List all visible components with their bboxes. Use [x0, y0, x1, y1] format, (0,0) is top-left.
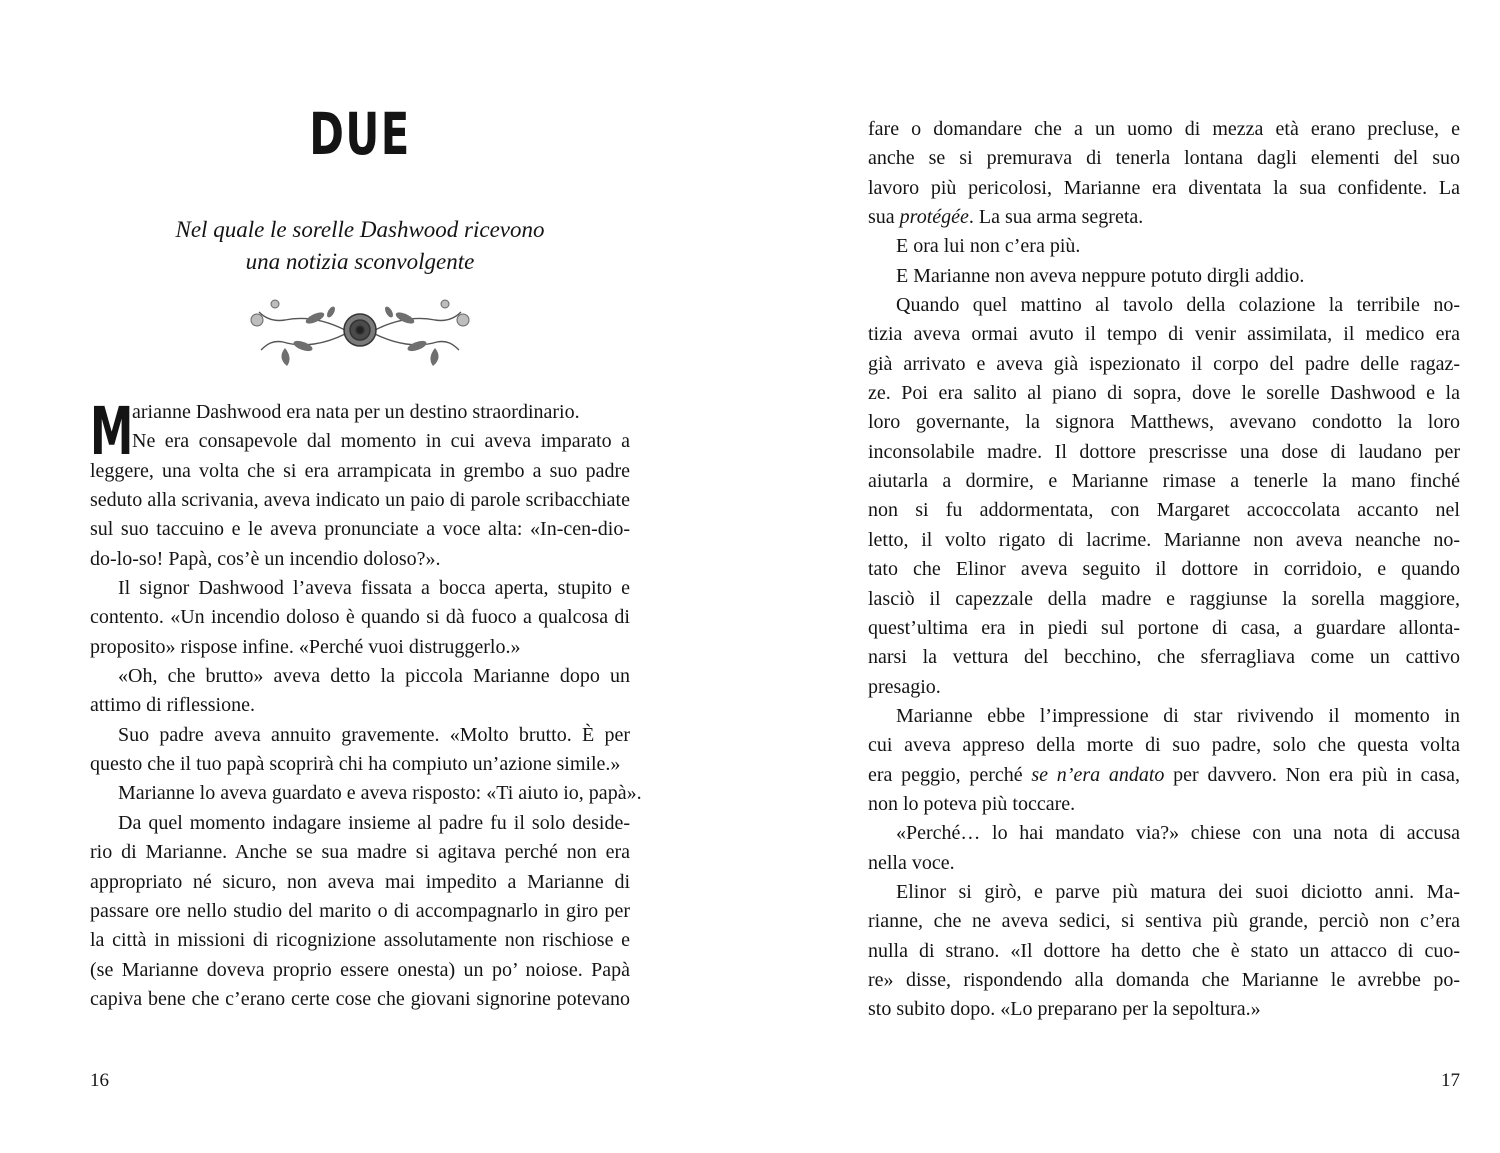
text-line: capiva bene che c’erano certe cose che giovani signorine potevano	[90, 987, 630, 1010]
text-line: seduto alla scrivania, aveva indicato un paio di parole scribacchiate	[90, 489, 630, 512]
text-line: Il signor Dashwood l’aveva fissata a bocca aperta, stupito e	[118, 577, 630, 600]
text-line: contento. «Un incendio doloso è quando si dà fuoco a qualcosa di	[90, 606, 630, 629]
text-line: narsi la vettura del becchino, che sferragliava come un cattivo	[868, 646, 1460, 669]
text-line: aiutarla a dormire, e Marianne rimase a tenerle la mano finché	[868, 470, 1460, 493]
text-line: Ne era consapevole dal momento in cui aveva imparato a	[132, 430, 630, 453]
text-line: Marianne ebbe l’impressione di star rivivendo il momento in	[896, 704, 1460, 727]
text-line: sua protégée. La sua arma segreta.	[868, 206, 1144, 229]
text-line: rianne, che ne aveva sedici, si sentiva più grande, perciò non c’era	[868, 910, 1460, 933]
text-line: presagio.	[868, 675, 941, 698]
text-line: Marianne lo aveva guardato e aveva risposto: «Ti aiuto io, papà».	[118, 782, 642, 805]
text-line: Suo padre aveva annuito gravemente. «Molto brutto. È per	[118, 723, 630, 746]
text-line: cui aveva appreso della morte di suo padre, solo che questa volta	[868, 734, 1460, 757]
text-line: Quando quel mattino al tavolo della colazione la terribile no-	[896, 294, 1460, 317]
text-line: non si fu addormentata, con Margaret accoccolata accanto nel	[868, 499, 1460, 522]
chapter-subtitle	[90, 214, 630, 278]
right-body-text	[868, 115, 1460, 1025]
text-line: tato che Elinor aveva seguito il dottore in corridoio, e quando	[868, 558, 1460, 581]
text-line: ze. Poi era salito al piano di sopra, dove le sorelle Dashwood e la	[868, 382, 1460, 405]
text-line: non lo poteva più toccare.	[868, 792, 1076, 815]
text-line: inconsolabile madre. Il dottore prescrisse una dose di laudano per	[868, 440, 1460, 463]
text-line: E ora lui non c’era più.	[896, 235, 1081, 258]
text-line: passare ore nello studio del marito o di accompagnarlo in giro per	[90, 899, 630, 922]
right-page	[750, 0, 1500, 1153]
text-line: era peggio, perché se n’era andato per davvero. Non era più in casa,	[868, 763, 1461, 786]
text-line: rio di Marianne. Anche se sua madre si agitava perché non era	[90, 841, 630, 864]
text-line: sto subito dopo. «Lo preparano per la sepoltura.»	[868, 998, 1261, 1021]
text-line: arianne Dashwood era nata per un destino straordinario.	[132, 401, 580, 423]
text-line: do-lo-so! Papà, cos’è un incendio doloso?».	[90, 547, 441, 570]
text-line: (se Marianne doveva proprio essere onesta) un po’ noiose. Papà	[90, 958, 630, 981]
text-line: leggere, una volta che si era arrampicata in grembo a suo padre	[90, 459, 630, 482]
text-line: proposito» rispose infine. «Perché vuoi distruggerlo.»	[90, 635, 521, 658]
page-number: 17	[1441, 1070, 1460, 1091]
text-line: re» disse, rispondendo alla domanda che Marianne le avrebbe po-	[868, 968, 1460, 991]
text-line: letto, il volto rigato di lacrime. Marianne non aveva neanche no-	[868, 528, 1460, 551]
text-line: loro governante, la signora Matthews, avevano condotto la loro	[868, 411, 1460, 434]
left-body-text	[90, 393, 642, 1014]
page-number: 16	[90, 1070, 109, 1091]
text-line: nella voce.	[868, 851, 955, 874]
text-line: sul suo taccuino e le aveva pronunciate a voce alta: «In-cen-dio-	[90, 518, 630, 541]
chapter-title: DUE	[309, 100, 411, 168]
text-line: Elinor si girò, e parve più matura dei suoi diciotto anni. Ma-	[896, 880, 1460, 903]
text-line: anche se si premurava di tenerla lontana dagli elementi del suo	[868, 147, 1460, 170]
subtitle-line: una notizia sconvolgente	[245, 249, 475, 274]
text-line: «Perché… lo hai mandato via?» chiese con una nota di accusa	[896, 822, 1460, 845]
text-line: tizia aveva ormai avuto il tempo di venir assimilata, il medico era	[868, 323, 1460, 346]
floral-ornament-icon	[245, 290, 475, 370]
text-line: quest’ultima era in piedi sul portone di casa, a guardare allonta-	[868, 616, 1460, 639]
text-line: fare o domandare che a un uomo di mezza età erano precluse, e	[868, 118, 1460, 140]
text-line: nulla di strano. «Il dottore ha detto che è stato un attacco di cuo-	[868, 939, 1460, 962]
subtitle-line: Nel quale le sorelle Dashwood ricevono	[175, 217, 545, 242]
text-line: questo che il tuo papà scoprirà chi ha compiuto un’azione simile.»	[90, 753, 621, 776]
text-line: la città in missioni di ricognizione assolutamente non rischiose e	[90, 929, 630, 952]
text-line: E Marianne non aveva neppure potuto dirgli addio.	[896, 264, 1305, 287]
text-line: già arrivato e aveva già ispezionato il corpo del padre delle ragaz-	[868, 352, 1460, 375]
drop-cap: M	[90, 393, 134, 470]
text-line: attimo di riflessione.	[90, 694, 255, 717]
text-line: lavoro più pericolosi, Marianne era diventata la sua confidente. La	[868, 176, 1460, 199]
text-line: Da quel momento indagare insieme al padre fu il solo deside-	[118, 811, 630, 834]
text-line: lasciò il capezzale della madre e raggiunse la sorella maggiore,	[868, 587, 1460, 610]
text-line: «Oh, che brutto» aveva detto la piccola Marianne dopo un	[118, 665, 630, 688]
text-line: appropriato né sicuro, non aveva mai impedito a Marianne di	[90, 870, 630, 893]
